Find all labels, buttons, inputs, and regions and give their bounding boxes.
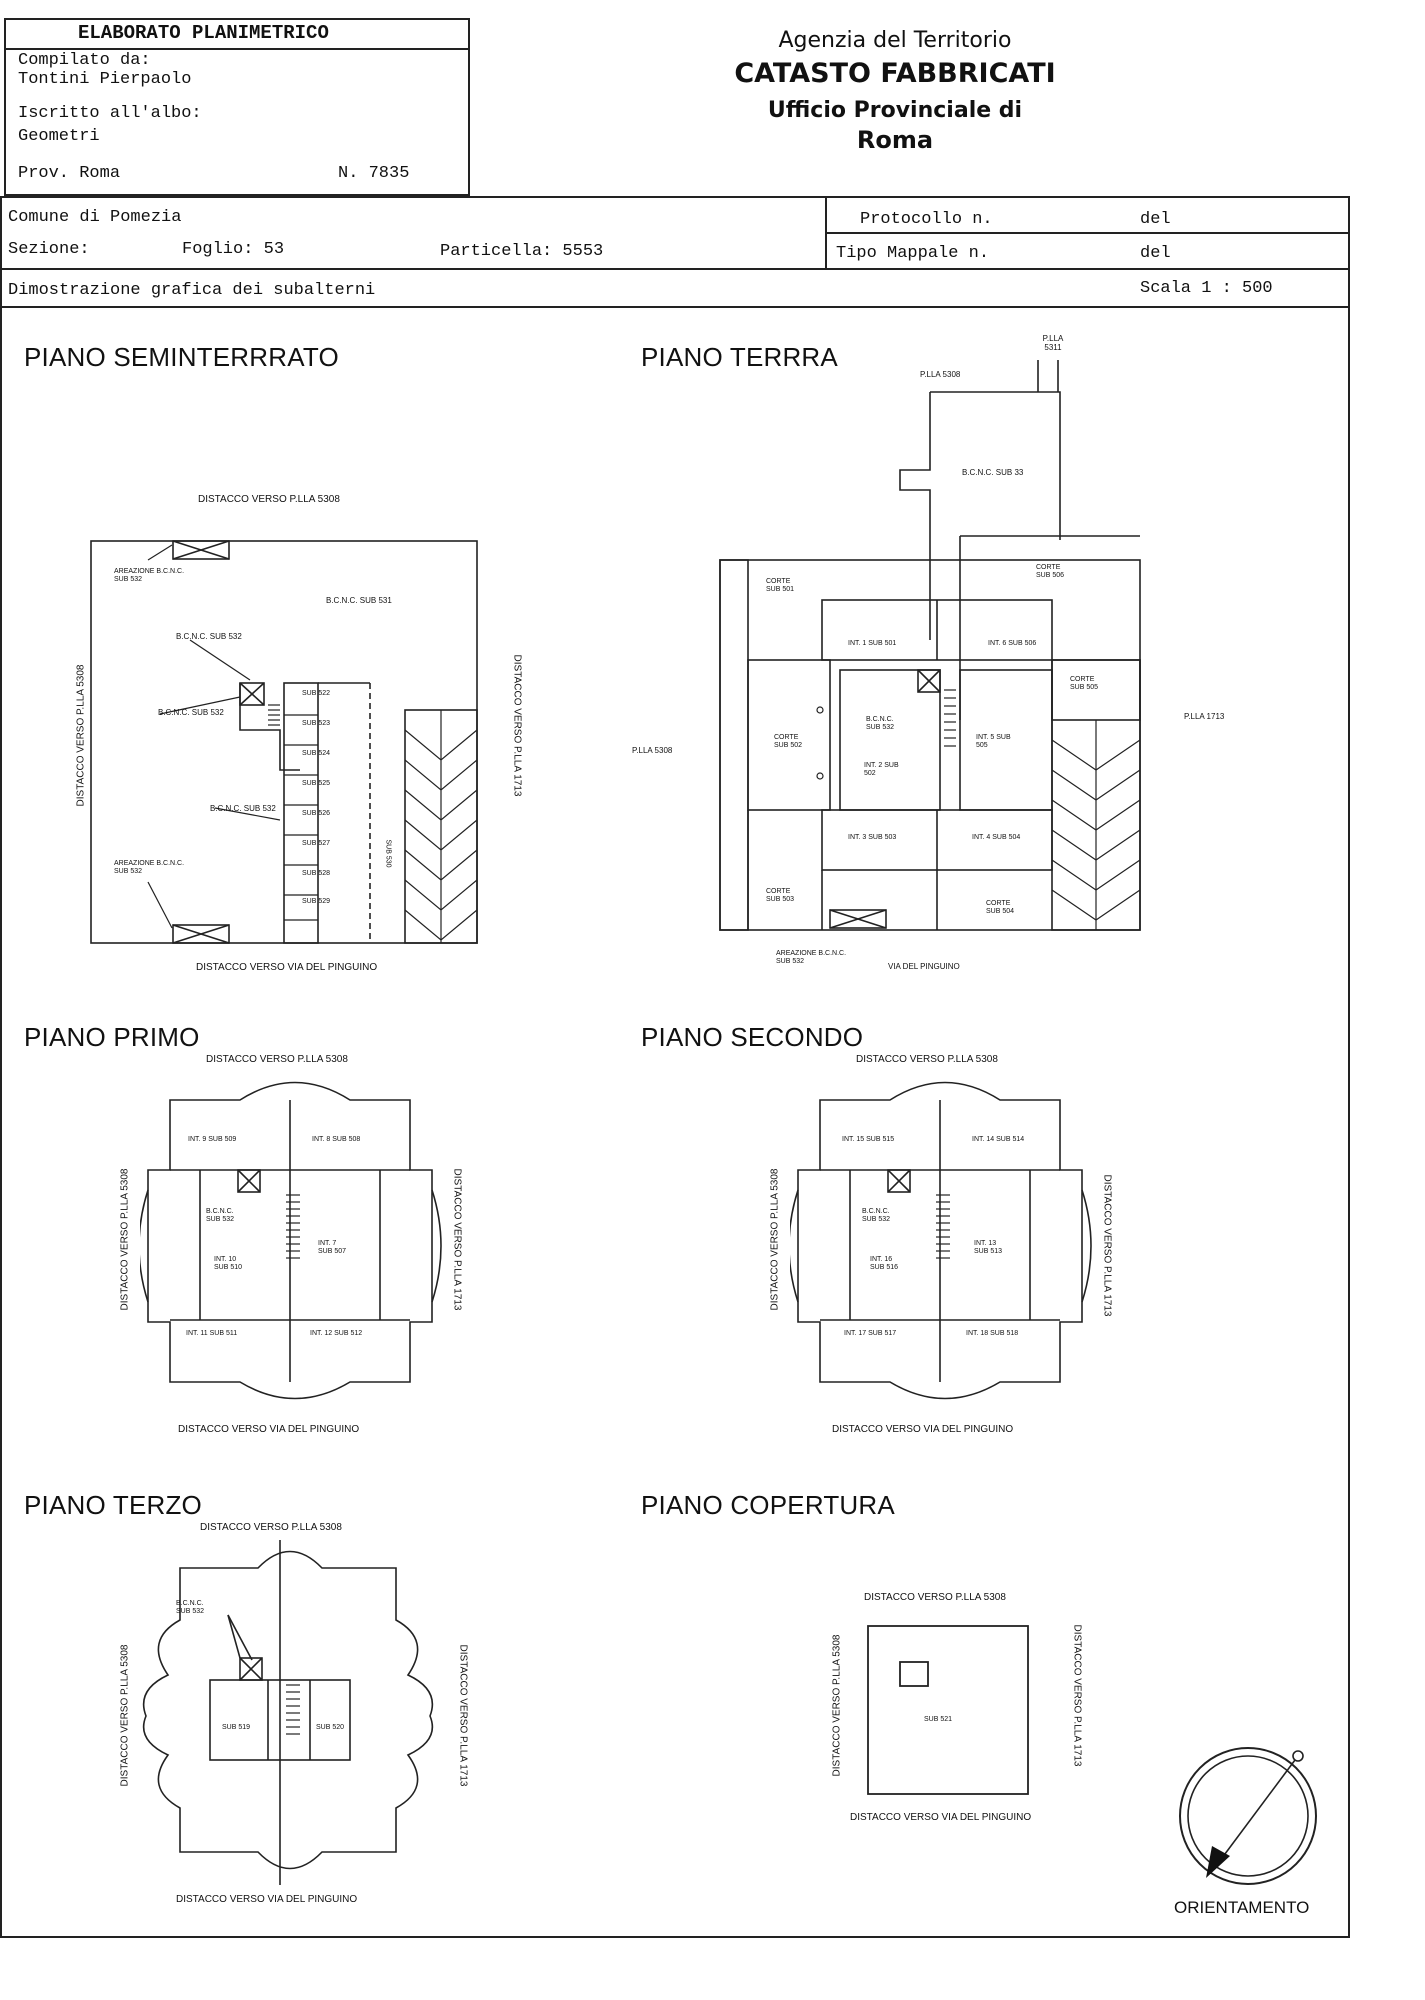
- terra-label-int4: INT. 4 SUB 504: [972, 834, 1021, 841]
- plan-title-copertura: PIANO COPERTURA: [641, 1490, 895, 1520]
- secondo-label-int13: INT. 13 SUB 513: [974, 1240, 1003, 1255]
- secondo-label-int16: INT. 16 SUB 516: [870, 1256, 899, 1271]
- seminterrato-south: DISTACCO VERSO VIA DEL PINGUINO: [196, 962, 378, 973]
- secondo-label-int14: INT. 14 SUB 514: [972, 1136, 1025, 1143]
- terra-label-bcnc-sub33: B.C.N.C. SUB 33: [962, 468, 1024, 477]
- seminterrato-label-2: B.C.N.C. SUB 531: [326, 596, 392, 605]
- compiled-name: Tontini Pierpaolo: [18, 70, 192, 89]
- compiled-label: Compilato da:: [18, 51, 151, 70]
- primo-south: DISTACCO VERSO VIA DEL PINGUINO: [178, 1424, 360, 1435]
- terra-label-int2: INT. 2 SUB 502: [864, 762, 899, 777]
- plan-terzo: [140, 1530, 460, 1890]
- terra-label-corte-505: CORTE SUB 505: [1070, 676, 1099, 691]
- seminterrato-sub-523: SUB 523: [302, 720, 331, 727]
- seminterrato-east: DISTACCO VERSO P.LLA 1713: [511, 654, 523, 797]
- terzo-east: DISTACCO VERSO P.LLA 1713: [457, 1644, 469, 1787]
- secondo-label-int17: INT. 17 SUB 517: [844, 1330, 897, 1337]
- copertura-north: DISTACCO VERSO P.LLA 5308: [864, 1592, 1006, 1603]
- copertura-east: DISTACCO VERSO P.LLA 1713: [1071, 1624, 1083, 1767]
- protocollo: Protocollo n.: [860, 210, 993, 229]
- primo-label-int7: INT. 7 SUB 507: [318, 1240, 347, 1255]
- protocollo-date: del: [1140, 210, 1171, 229]
- document-title: ELABORATO PLANIMETRICO: [78, 22, 329, 44]
- compass-icon: [1168, 1736, 1328, 1896]
- tipo-mappale-date: del: [1140, 244, 1171, 263]
- seminterrato-label-3: B.C.N.C. SUB 532: [176, 632, 242, 641]
- terzo-label-bcnc: B.C.N.C. SUB 532: [176, 1600, 205, 1615]
- info-divider-horizontal: [825, 232, 1348, 234]
- copertura-west: DISTACCO VERSO P.LLA 5308: [831, 1634, 843, 1777]
- terra-label-corte-504: CORTE SUB 504: [986, 900, 1015, 915]
- primo-north: DISTACCO VERSO P.LLA 5308: [206, 1054, 348, 1065]
- terra-label-int3: INT. 3 SUB 503: [848, 834, 897, 841]
- seminterrato-sub-527: SUB 527: [302, 840, 331, 847]
- dimostrazione: Dimostrazione grafica dei subalterni: [8, 281, 376, 300]
- copertura-label-sub521: SUB 521: [924, 1716, 953, 1723]
- secondo-east: DISTACCO VERSO P.LLA 1713: [1101, 1174, 1113, 1317]
- sezione: Sezione:: [8, 240, 90, 259]
- primo-label-int10: INT. 10 SUB 510: [214, 1256, 243, 1271]
- plan-title-terra: PIANO TERRRA: [641, 342, 838, 372]
- plan-title-primo: PIANO PRIMO: [24, 1022, 200, 1052]
- info-divider-bottom: [0, 268, 1350, 270]
- seminterrato-label-4: B.C.N.C. SUB 532: [158, 708, 224, 717]
- terzo-label-sub520: SUB 520: [316, 1724, 345, 1731]
- scale: Scala 1 : 500: [1140, 279, 1273, 298]
- seminterrato-sub-525: SUB 525: [302, 780, 331, 787]
- register-value: Geometri: [18, 127, 100, 146]
- secondo-label-int15: INT. 15 SUB 515: [842, 1136, 895, 1143]
- terzo-north: DISTACCO VERSO P.LLA 5308: [200, 1522, 342, 1533]
- secondo-label-bcnc: B.C.N.C. SUB 532: [862, 1208, 891, 1223]
- primo-east: DISTACCO VERSO P.LLA 1713: [451, 1168, 463, 1311]
- compiler-title-divider: [4, 48, 470, 50]
- orientation-label: ORIENTAMENTO: [1174, 1898, 1310, 1917]
- agency-name: Agenzia del Territorio: [778, 28, 1012, 53]
- plan-title-secondo: PIANO SECONDO: [641, 1022, 864, 1052]
- plan-terra: [700, 320, 1160, 980]
- seminterrato-sub-529: SUB 529: [302, 898, 331, 905]
- seminterrato-label-5: B.C.N.C. SUB 532: [210, 804, 276, 813]
- terra-label-corte-501: CORTE SUB 501: [766, 578, 795, 593]
- tipo-mappale: Tipo Mappale n.: [836, 244, 990, 263]
- primo-label-int8: INT. 8 SUB 508: [312, 1136, 361, 1143]
- office-city: Roma: [856, 126, 934, 154]
- primo-label-bcnc: B.C.N.C. SUB 532: [206, 1208, 235, 1223]
- secondo-south: DISTACCO VERSO VIA DEL PINGUINO: [832, 1424, 1014, 1435]
- terzo-label-sub519: SUB 519: [222, 1724, 251, 1731]
- terra-label-corte-506: CORTE SUB 506: [1036, 564, 1065, 579]
- particella: Particella: 5553: [440, 242, 604, 261]
- secondo-west: DISTACCO VERSO P.LLA 5308: [769, 1168, 781, 1311]
- seminterrato-sub-524: SUB 524: [302, 750, 331, 757]
- terra-label-int1: INT. 1 SUB 501: [848, 640, 897, 647]
- copertura-south: DISTACCO VERSO VIA DEL PINGUINO: [850, 1812, 1032, 1823]
- foglio: Foglio: 53: [182, 240, 285, 259]
- primo-label-int12: INT. 12 SUB 512: [310, 1330, 363, 1337]
- primo-label-int11: INT. 11 SUB 511: [186, 1330, 238, 1337]
- terra-label-pla-5308-top: P.LLA 5308: [920, 370, 961, 379]
- terra-label-pla-5308-left: P.LLA 5308: [632, 746, 673, 755]
- plan-copertura: [860, 1616, 1060, 1816]
- terra-label-via: VIA DEL PINGUINO: [888, 962, 960, 971]
- seminterrato-label-1: AREAZIONE B.C.N.C. SUB 532: [114, 568, 185, 583]
- seminterrato-sub-522: SUB 522: [302, 690, 331, 697]
- seminterrato-north: DISTACCO VERSO P.LLA 5308: [198, 494, 340, 505]
- plan-secondo: [790, 1060, 1113, 1420]
- terra-label-corte-502: CORTE SUB 502: [774, 734, 803, 749]
- secondo-label-int18: INT. 18 SUB 518: [966, 1330, 1019, 1337]
- office-label: Ufficio Provinciale di: [767, 98, 1023, 123]
- province: Prov. Roma: [18, 164, 121, 183]
- terra-label-corte-503: CORTE SUB 503: [766, 888, 795, 903]
- register-label: Iscritto all'albo:: [18, 104, 202, 123]
- primo-west: DISTACCO VERSO P.LLA 5308: [119, 1168, 131, 1311]
- plan-title-seminterrato: PIANO SEMINTERRRATO: [24, 342, 339, 372]
- seminterrato-west: DISTACCO VERSO P.LLA 5308: [75, 664, 87, 807]
- terzo-south: DISTACCO VERSO VIA DEL PINGUINO: [176, 1894, 358, 1905]
- plan-title-terzo: PIANO TERZO: [24, 1490, 202, 1520]
- terra-label-pla-1713: P.LLA 1713: [1184, 712, 1225, 721]
- terzo-west: DISTACCO VERSO P.LLA 5308: [119, 1644, 131, 1787]
- terra-label-int6: INT. 6 SUB 506: [988, 640, 1037, 647]
- secondo-north: DISTACCO VERSO P.LLA 5308: [856, 1054, 998, 1065]
- seminterrato-sub-528: SUB 528: [302, 870, 331, 877]
- terra-label-bcnc-532: B.C.N.C. SUB 532: [866, 716, 895, 731]
- seminterrato-sub-530: SUB 530: [384, 839, 392, 868]
- catasto-title: CATASTO FABBRICATI: [734, 58, 1056, 89]
- plan-seminterrato: [40, 490, 560, 990]
- register-number: N. 7835: [338, 164, 410, 183]
- seminterrato-label-6: AREAZIONE B.C.N.C. SUB 532: [114, 860, 185, 875]
- comune: Comune di Pomezia: [8, 208, 182, 227]
- seminterrato-sub-526: SUB 526: [302, 810, 331, 817]
- terra-label-int5: INT. 5 SUB 505: [976, 734, 1011, 749]
- primo-label-int9: INT. 9 SUB 509: [188, 1136, 237, 1143]
- terra-label-areazione: AREAZIONE B.C.N.C. SUB 532: [776, 950, 847, 965]
- plan-primo: [140, 1060, 463, 1420]
- terra-label-pla-5311: P.LLA 5311: [1042, 334, 1064, 352]
